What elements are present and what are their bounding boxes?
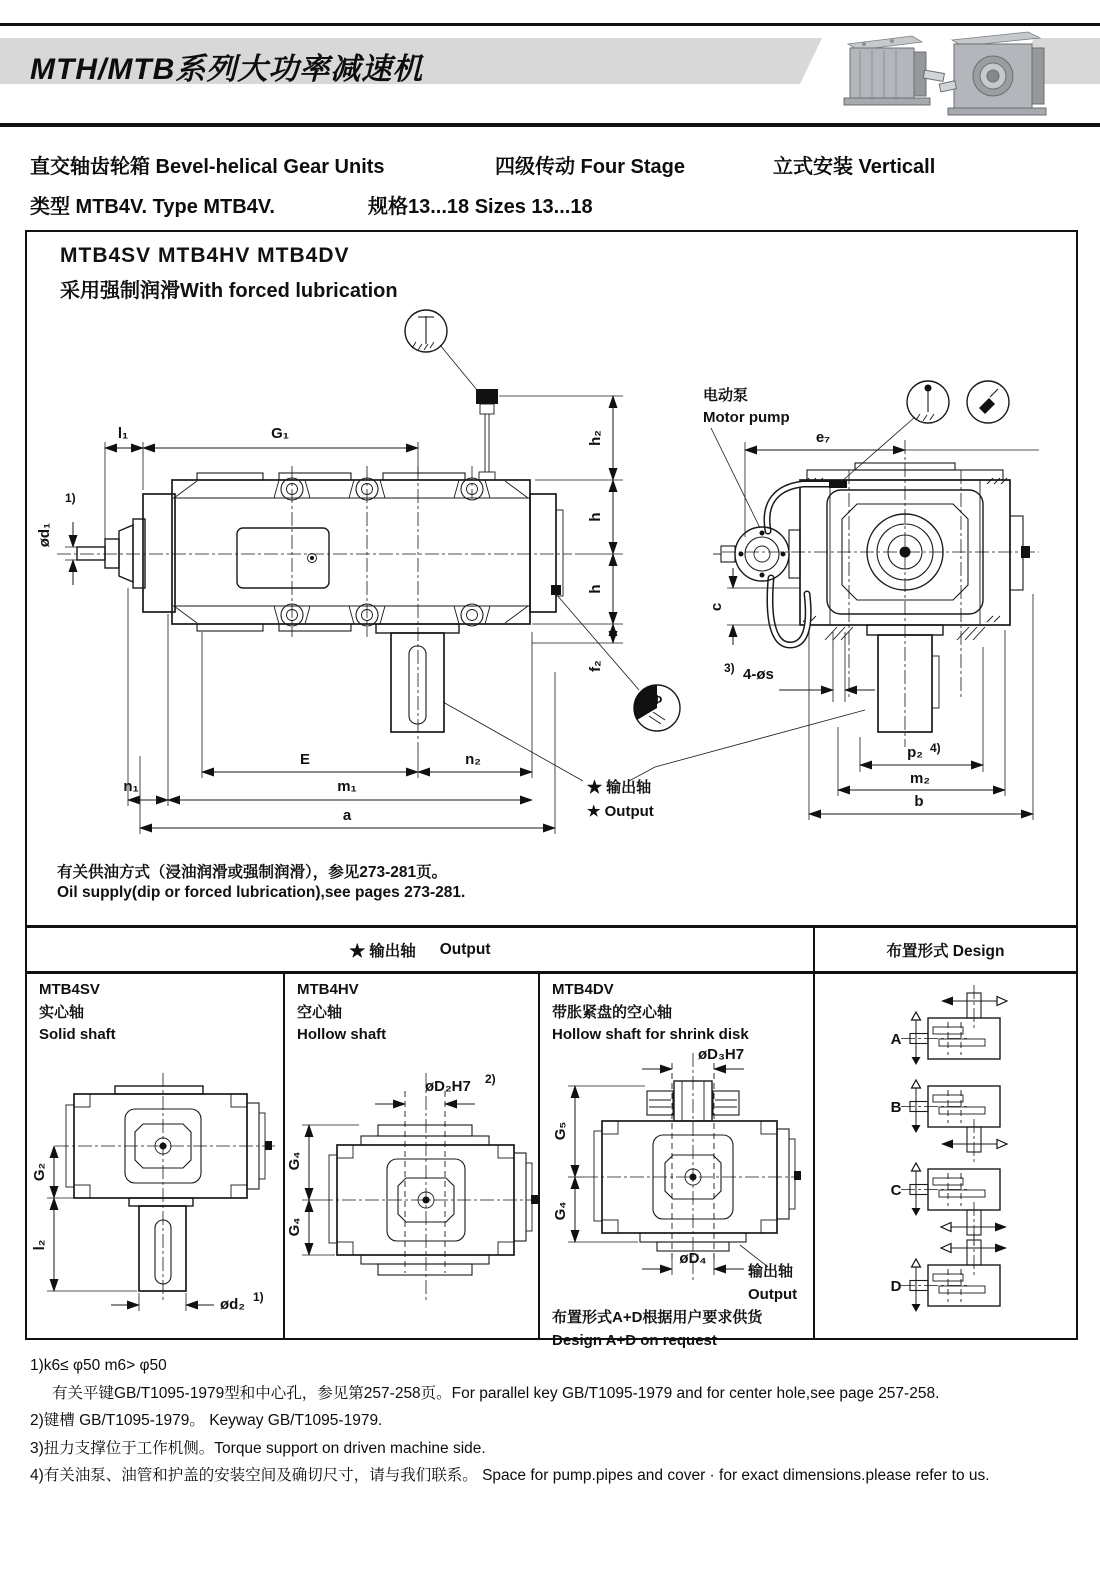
dim-p2-footnote: 4) [930,741,941,755]
dim-oD2H7-footnote: 2) [485,1072,496,1086]
dim-4os: 4-øs [743,666,774,683]
intro-line2-seg2: 规格13...18 Sizes 13...18 [368,196,593,218]
dim-e7: e₇ [815,429,831,446]
dim-n2: n₂ [465,751,481,768]
mtb4dv-type-en: Hollow shaft for shrink disk [552,1026,749,1043]
cell-designs [815,973,1076,1338]
dim-h-upper: h [587,512,604,522]
design-label-d: D [890,1278,902,1295]
dim-l2: l₂ [31,1239,48,1251]
mtb4hv-type-en: Hollow shaft [297,1026,387,1043]
mtb4sv-type-cn: 实心轴 [39,1003,85,1021]
oil-plug-icon [841,381,949,482]
dim-G2: G₂ [31,1162,48,1182]
oil-note-cn: 有关供油方式（浸油润滑或强制润滑），参见273-281页。 [57,864,448,881]
side-view-dimensions [36,396,623,834]
input-bearing-block [143,494,175,612]
cell-mtb4hv [285,973,538,1338]
dim-b: b [914,793,924,810]
dim-4os-footnote: 3) [724,661,735,675]
table-header-design: 布置形式 Design [886,942,1005,960]
intro-line1-seg2: 四级传动 Four Stage [495,156,686,178]
dim-G1: G₁ [271,425,289,442]
design-d [891,1232,1007,1312]
dim-G5: G₅ [552,1121,569,1141]
footnotes [30,1352,990,1490]
dim-m1: m₁ [337,778,357,795]
model-list: MTB4SV MTB4HV MTB4DV [60,244,350,267]
dv-note-en: Design A+D on request [552,1332,717,1349]
design-schematics [815,973,1076,1338]
input-shaft [77,519,145,588]
breather-icon [405,310,477,390]
mtb4dv-model: MTB4DV [552,981,614,998]
mtb4hv-type-cn: 空心轴 [297,1003,343,1021]
oil-drain-plug [551,585,561,595]
end-view-drawing [713,440,1039,747]
output-shaft-side [376,624,459,732]
footnote-4: 4)有关油泵、油管和护盖的安装空间及确切尺寸，请与我们联系。 Space for pump.pipes and cover · for exact dimensions.please refer to us. [30,1467,990,1484]
oil-drain-icon [556,594,680,731]
dim-l1: l₁ [117,425,129,442]
output-label-cn: ★ 输出轴 [587,779,652,796]
dim-h2: h₂ [587,430,604,446]
footnote-1b: 有关平键GB/T1095-1979型和中心孔，参见第257-258页。For parallel key GB/T1095-1979 and for center hole,see page 257-258. [52,1384,940,1402]
product-photo-1 [844,36,944,105]
motor-pump-label-en: Motor pump [703,409,790,426]
top-bolts [274,478,490,500]
footnote-3: 3)扭力支撑位于工作机侧。Torque support on driven machine side. [30,1439,486,1457]
design-label-a: A [890,1031,902,1048]
dim-oD4: øD₄ [679,1250,707,1267]
dim-oD2H7: øD₂H7 [425,1078,471,1095]
output-header-cn: ★ 输出轴 [349,942,416,960]
dv-note [552,1306,762,1352]
design-a [891,985,1007,1065]
output-header-en: Output [439,940,491,958]
cell-mtb4sv [27,973,283,1338]
intro-line1-seg3: 立式安装 Verticall [773,156,936,178]
dim-od1-footnote: 1) [65,491,76,505]
motor-pump-label-cn: 电动泵 [703,387,749,404]
mtb4sv-type-en: Solid shaft [39,1026,116,1043]
lubrication-note: 采用强制润滑With forced lubrication [60,280,398,302]
dim-G4-lower: G₄ [286,1217,303,1237]
intro-line2-seg1: 类型 MTB4V. Type MTB4V. [30,196,275,218]
dim-a: a [342,807,352,824]
mtb4hv-heading [297,979,386,1047]
dim-n1: n₁ [123,778,139,795]
dim-G4-upper: G₄ [286,1151,303,1171]
design-b [891,1080,1007,1164]
dim-od2-footnote: 1) [253,1290,264,1304]
dim-E: E [299,751,311,768]
dv-note-cn: 布置形式A+D根据用户要求供货 [552,1309,763,1326]
dim-h-lower: h [587,584,604,594]
bottom-bolts [274,604,490,626]
footnote-1a: 1)k6≤ φ50 m6> φ50 [30,1357,167,1374]
header-rule [0,123,1100,127]
side-view-drawing [57,310,572,748]
product-photos [838,24,1050,116]
dim-oD3H7: øD₃H7 [698,1046,745,1063]
dim-f2: f₂ [587,660,604,672]
dim-m2: m₂ [909,770,931,787]
intro-line1-seg1: 直交轴齿轮箱 Bevel-helical Gear Units [30,156,385,178]
mtb4dv-heading [552,979,749,1047]
output-label-en: ★ Output [587,803,654,820]
cell-mtb4dv [540,973,813,1349]
dv-output-en: Output [748,1286,798,1303]
dipstick [476,389,498,480]
dim-c: c [708,602,725,612]
mtb4dv-type-cn: 带胀紧盘的空心轴 [552,1003,673,1021]
product-photo-2 [939,32,1046,115]
oil-note-en: Oil supply(dip or forced lubrication),see pages 273-281. [57,884,466,901]
page-title: MTH/MTB系列大功率减速机 [30,53,424,86]
design-label-b: B [890,1099,902,1116]
svg-text:Φ: Φ [651,692,663,707]
dim-od2: ød₂ [220,1296,245,1313]
inspection-cover [237,528,329,588]
mtb4sv-model: MTB4SV [39,981,100,998]
table-header-output [27,928,813,971]
dim-G4-dv: G₄ [552,1201,569,1221]
dv-output-cn: 输出轴 [748,1263,794,1280]
oil-fill-icon [967,381,1009,423]
dim-od1: ød₁ [36,522,53,548]
mtb4hv-model: MTB4HV [297,981,359,998]
mtb4sv-heading [39,979,116,1047]
dim-p2: p₂ [907,744,923,761]
drawing-panel [25,230,1078,1349]
main-dimension-drawing [27,232,1076,925]
design-c [891,1163,1007,1247]
design-label-c: C [890,1182,902,1199]
footnote-2: 2)键槽 GB/T1095-1979。 Keyway GB/T1095-1979. [30,1412,383,1429]
